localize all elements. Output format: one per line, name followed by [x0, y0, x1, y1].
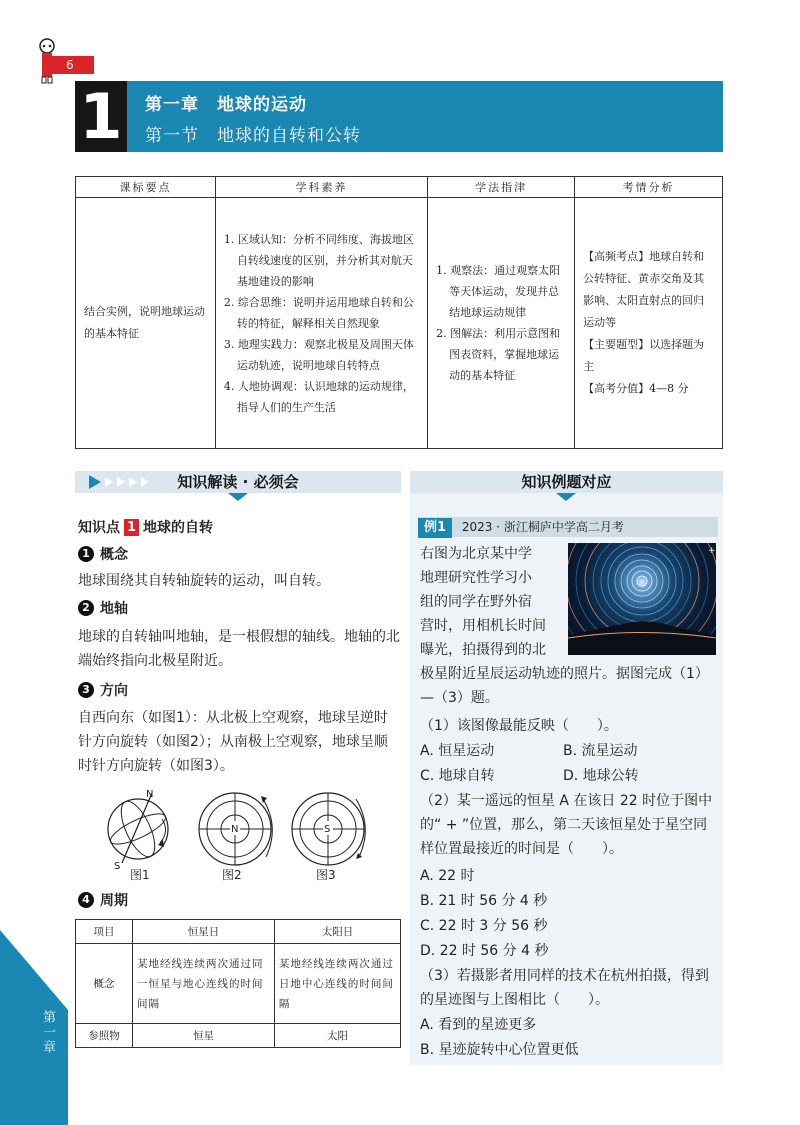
question-intro-line: 组的同学在野外宿 — [420, 594, 532, 610]
table-header: 学科素养 — [215, 177, 427, 198]
list-item: 2. 综合思维：说明并运用地球自转和公转的特征，解释相关自然现象 — [223, 295, 414, 330]
question-3: （3）若摄影者用同样的技术在杭州拍摄，得到的星迹图与上图相比（ ）。 — [420, 968, 709, 1008]
list-item: 【高频考点】地球自转和公转特征、黄赤交角及其影响、太阳直射点的回归运动等 — [583, 250, 705, 329]
table-header: 恒星日 — [133, 920, 275, 944]
methods-cell — [428, 198, 575, 449]
table-cell: 恒星 — [133, 1024, 275, 1048]
knowledge-point-title — [78, 517, 213, 537]
kp-number: 1 — [124, 519, 139, 536]
option: A. 22 时 — [420, 868, 475, 884]
exam-cell — [575, 198, 723, 449]
standard-cell: 结合实例，说明地球运动的基本特征 — [76, 198, 216, 449]
north-center-label: N — [231, 824, 239, 835]
kp-prefix: 知识点 — [78, 520, 120, 536]
option: B. 21 时 56 分 4 秒 — [420, 893, 548, 909]
table-header: 考情分析 — [575, 177, 723, 198]
left-section-title: 知识解读 · 必须会 — [177, 473, 299, 491]
question-intro: 极星附近星辰运动轨迹的照片。据图完成（1）—（3）题。 — [420, 666, 709, 706]
paragraph: 地球围绕其自转轴旋转的运动，叫自转。 — [78, 573, 330, 589]
number-badge: 1 — [78, 546, 94, 562]
side-tab-label: 第一章 — [40, 1010, 55, 1055]
star-trail-photo — [568, 543, 716, 655]
paragraph: 地球的自转轴叫地轴，是一根假想的轴线。地轴的北端始终指向北极星附近。 — [78, 629, 400, 669]
table-cell: 某地经线连续两次通过日地中心连线的时间间隔 — [274, 944, 400, 1024]
north-pole-figure — [199, 793, 272, 865]
question-1: （1）该图像最能反映（ ）。 — [420, 718, 618, 734]
list-item: 3. 地理实践力：观察北极星及周围天体运动轨迹，说明地球自转特点 — [223, 337, 414, 372]
number-badge: 2 — [78, 600, 94, 616]
list-item: 4. 人地协调观：认识地球的运动规律，指导人们的生产生活 — [223, 379, 414, 414]
arrow-down-icon — [228, 493, 248, 501]
south-pole-figure — [292, 793, 365, 865]
south-center-label: S — [324, 824, 331, 835]
section-title: 第一节 地球的自转和公转 — [145, 126, 361, 146]
question-intro-line: 曝光，拍摄得到的北 — [420, 642, 546, 658]
table-header: 项目 — [76, 920, 133, 944]
subheading-label: 方向 — [100, 683, 128, 699]
number-badge: 3 — [78, 682, 94, 698]
option: B. 流星运动 — [563, 743, 638, 759]
page-number: 6 — [44, 56, 94, 74]
option: D. 地球公转 — [563, 768, 639, 784]
question-intro-line: 营时，用相机长时间 — [420, 618, 546, 634]
option: C. 22 时 3 分 56 秒 — [420, 918, 548, 934]
table-cell: 概念 — [76, 944, 133, 1024]
table-cell: 某地经线连续两次通过同一恒星与地心连线的时间间隔 — [133, 944, 275, 1024]
subheading-label: 周期 — [100, 893, 128, 909]
subheading — [78, 544, 128, 564]
chapter-banner — [127, 81, 723, 152]
number-badge: 4 — [78, 892, 94, 908]
question-intro-line: 地理研究性学习小 — [420, 570, 532, 586]
subheading-label: 概念 — [100, 547, 128, 563]
table-cell: 参照物 — [76, 1024, 133, 1048]
globe-figure — [107, 789, 169, 872]
subheading-label: 地轴 — [100, 601, 128, 617]
star-trail-image — [568, 543, 716, 655]
list-item: 2. 图解法：利用示意图和图表资料，掌握地球运动的基本特征 — [436, 327, 561, 382]
example-source: 2023 · 浙江桐庐中学高二月考 — [461, 520, 624, 534]
north-label: N — [146, 789, 154, 800]
option: C. 地球自转 — [420, 768, 495, 784]
kp-name: 地球的自转 — [143, 520, 214, 536]
plus-marker: + — [708, 546, 716, 556]
table-header: 学法指津 — [428, 177, 575, 198]
subheading — [78, 680, 128, 700]
figure-caption: 图2 — [222, 868, 242, 882]
option: D. 22 时 56 分 4 秒 — [420, 943, 549, 959]
south-label: S — [114, 861, 121, 872]
list-item: 1. 区域认知：分析不同纬度、海拔地区自转线速度的区别，并分析其对航天基地建设的影响 — [223, 232, 414, 288]
overview-table — [75, 176, 723, 449]
period-table — [75, 919, 401, 1048]
question-2: （2）某一遥远的恒星 A 在该日 22 时位于图中的“ + ”位置，那么，第二天该恒星处于星空同样位置最接近的时间是（ ）。 — [420, 793, 713, 857]
chapter-number: 1 — [75, 81, 127, 152]
paragraph: 自西向东（如图1）：从北极上空观察，地球呈逆时针方向旋转（如图2）；从南极上空观察，地球呈顺时针方向旋转（如图3）。 — [78, 710, 388, 774]
example-header — [418, 517, 718, 537]
left-section-header — [75, 471, 401, 493]
table-header: 太阳日 — [274, 920, 400, 944]
figure-caption: 图1 — [130, 868, 150, 882]
list-item: 1. 观察法：通过观察太阳等天体运动，发现并总结地球运动规律 — [436, 264, 561, 319]
example-tag: 例1 — [418, 518, 452, 538]
list-item: 【主要题型】以选择题为主 — [583, 338, 705, 373]
arrow-down-icon — [556, 493, 576, 501]
option: A. 看到的星迹更多 — [420, 1017, 537, 1033]
list-item: 【高考分值】4—8 分 — [583, 382, 689, 395]
table-header: 课标要点 — [76, 177, 216, 198]
chapter-side-tab — [0, 930, 68, 1125]
figure-caption: 图3 — [316, 868, 336, 882]
option: B. 星迹旋转中心位置更低 — [420, 1042, 579, 1058]
question-intro-line: 右图为北京某中学 — [420, 546, 532, 562]
right-section-header — [410, 471, 723, 493]
option: A. 恒星运动 — [420, 743, 495, 759]
chapter-title: 第一章 地球的运动 — [145, 95, 307, 115]
literacy-cell — [215, 198, 427, 449]
subheading — [78, 598, 128, 618]
right-section-title: 知识例题对应 — [521, 473, 612, 491]
subheading — [78, 890, 128, 910]
table-cell: 太阳 — [274, 1024, 400, 1048]
